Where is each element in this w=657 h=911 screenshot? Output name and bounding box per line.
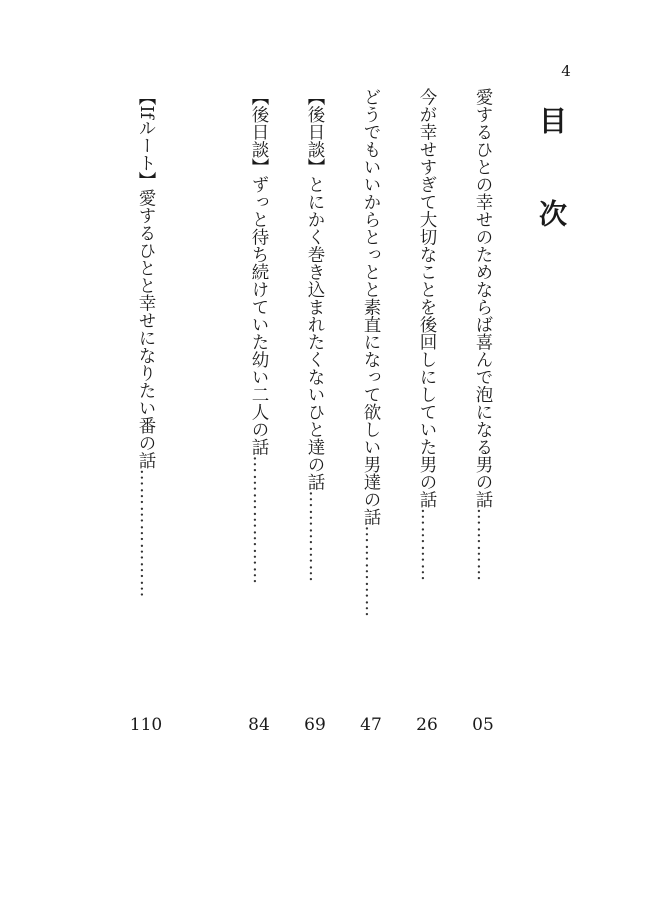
toc-entry-title xyxy=(411,88,443,700)
dot-leader: ………… xyxy=(473,508,493,582)
toc-entry-page: 84 xyxy=(248,715,270,735)
dot-leader: ………… xyxy=(417,508,437,582)
dot-leader: …………… xyxy=(361,525,381,618)
dot-leader: …………… xyxy=(305,490,325,583)
toc-entry-title xyxy=(355,88,387,700)
toc-entry xyxy=(355,88,387,735)
toc-entry-title xyxy=(243,88,275,700)
toc-entry-title-text: どうでもいいからとっとと素直になって欲しい男達の話 xyxy=(361,88,381,526)
toc-entry-title xyxy=(130,88,162,700)
toc-entry xyxy=(243,88,275,735)
toc-entry-page: 69 xyxy=(304,715,326,735)
toc-entry xyxy=(299,88,331,735)
toc-entry-page: 110 xyxy=(129,715,163,735)
toc-entry xyxy=(467,88,499,735)
toc-entry xyxy=(411,88,443,735)
toc-entry-title-text: 【Ifルート】愛するひとと幸せになりたい番の話 xyxy=(136,88,156,469)
toc-entry-page: 26 xyxy=(416,715,438,735)
toc-entry-title-text: 今が幸せすぎて大切なことを後回しにしていた男の話 xyxy=(417,88,437,508)
toc-entry-title xyxy=(467,88,499,700)
dot-leader: ………………… xyxy=(136,468,156,599)
toc-entry-title-text: 【後日談】とにかく巻き込まれたくないひと達の話 xyxy=(305,88,325,491)
toc-entry xyxy=(129,88,163,735)
dot-leader: ………………… xyxy=(249,455,269,585)
toc-entry-title xyxy=(299,88,331,700)
toc-entry-page: 47 xyxy=(360,715,382,735)
toc-entry-title-text: 愛するひとの幸せのためならば喜んで泡になる男の話 xyxy=(473,88,493,508)
toc-entry-title-text: 【後日談】ずっと待ち続けていた幼い二人の話 xyxy=(249,88,269,456)
toc-entry-page: 05 xyxy=(472,715,494,735)
toc-heading: 目 次 xyxy=(535,106,568,243)
page-number: 4 xyxy=(561,62,571,80)
